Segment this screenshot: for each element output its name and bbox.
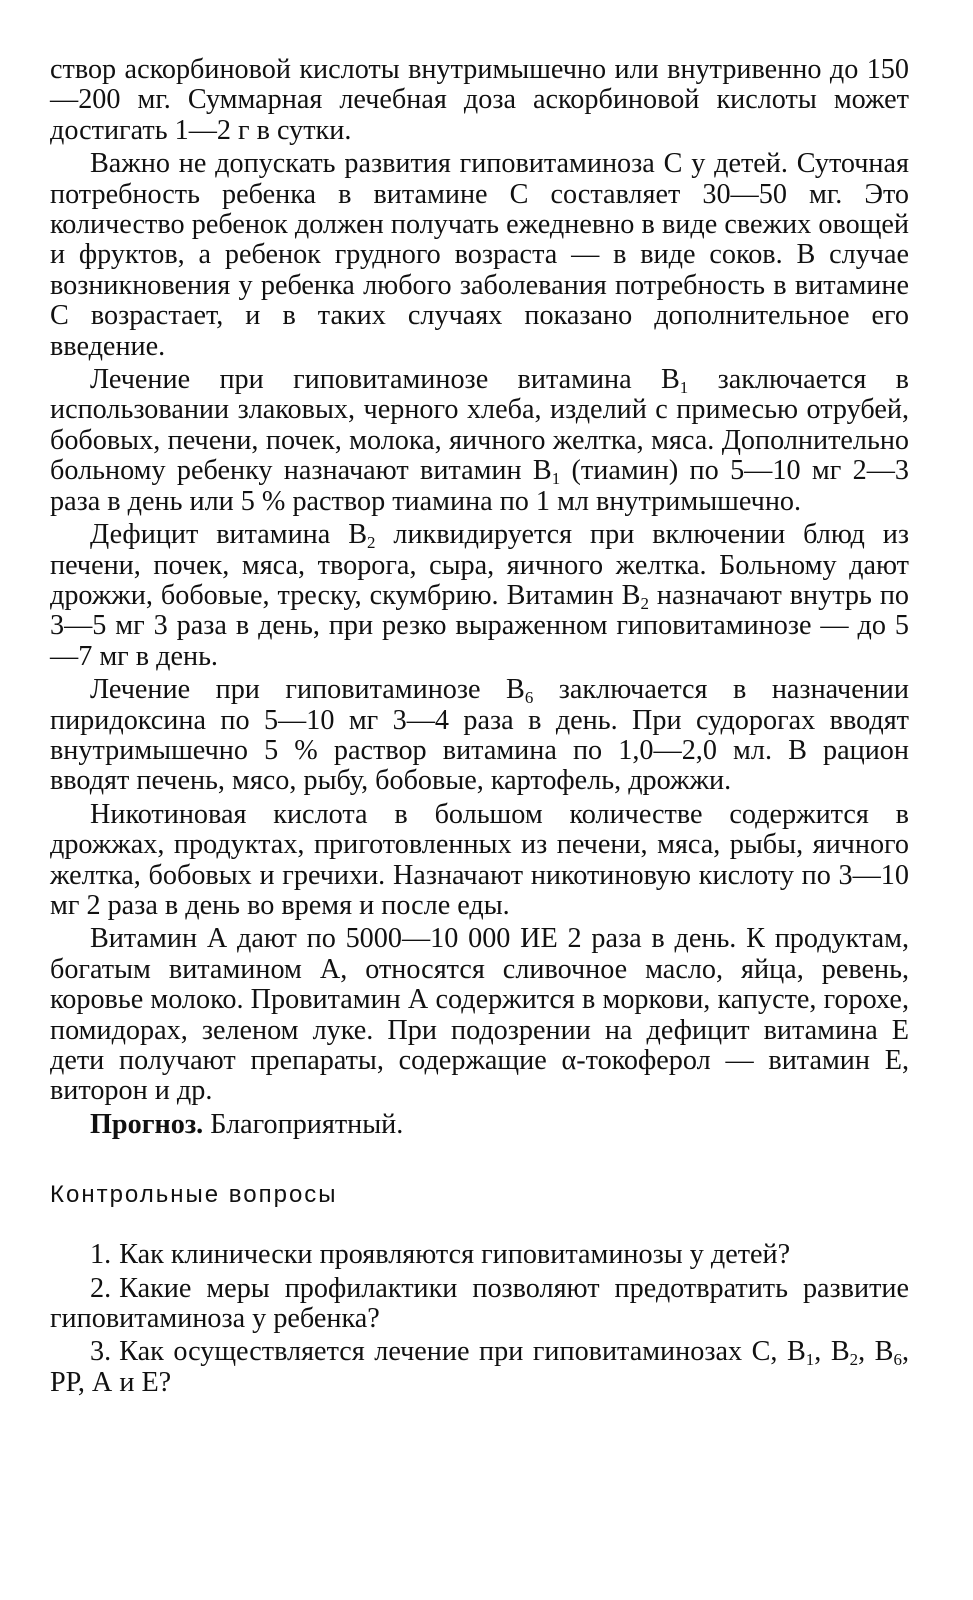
text-run: (тиамин) по 5—10 мг 2—3 раза в день или 5 % раствор тиамина по 1 мл внутримышечно. [50, 455, 909, 517]
prognosis-label: Прогноз. [90, 1108, 204, 1140]
subscript: 1 [805, 1350, 815, 1370]
text-run: заключается в назначении пиридоксина по 5—10 мг 3—4 раза в день. При судорогах вводят внутримышечно 5 % раствор витамина по 1,0—2,0 мл. В рацион вводят печень, мясо, рыбу, бобовые, картофель, дрожжи. [50, 674, 909, 797]
text-run: Дефицит витамина В [90, 519, 367, 551]
question-item [50, 1337, 909, 1398]
text-run: заключается в использовании злаковых, черного хлеба, изделий с примесью отрубей, бобовых, печени, почек, молока, яичного желтка, мяса. Дополнительно больному ребенку назначают витамин В [50, 364, 909, 487]
subscript: 6 [524, 688, 534, 708]
subscript: 2 [640, 593, 649, 613]
question-item [50, 1274, 909, 1335]
subscript: 1 [679, 378, 689, 398]
text-run: Лечение при гиповитаминозе витамина В [90, 364, 680, 396]
question-text: Как осуществляется лечение при гиповитаминозах С, В [119, 1336, 806, 1368]
question-number: 3. [90, 1336, 112, 1368]
subscript: 6 [893, 1350, 902, 1370]
paragraph-vitamin-b6 [50, 675, 909, 797]
paragraph-ascorbic-dose: створ аскорбиновой кислоты внутримышечно или внутривенно до 150—200 мг. Суммарная лечебная доза аскорбиновой кислоты может достигать 1—2 г в сутки. [50, 54, 909, 146]
prognosis-text: Благоприятный. [203, 1108, 404, 1140]
paragraph-vitamin-a: Витамин А дают по 5000—10 000 ИЕ 2 раза в день. К продуктам, богатым витамином А, относятся сливочное масло, яйца, ревень, коровье молоко. Провитамин А содержится в моркови, капусте, горохе, помидорах, зеленом луке. При подозрении на дефицит витамина Е дети получают препараты, содержащие α-токоферол — витамин Е, виторон и др. [50, 923, 909, 1107]
question-text: , В [858, 1336, 894, 1368]
questions-list [50, 1240, 909, 1398]
question-number: 1. [90, 1239, 112, 1271]
question-item [50, 1240, 909, 1270]
question-text: Как клинически проявляются гиповитаминозы у детей? [119, 1239, 791, 1271]
text-run: назначают внутрь по 3—5 мг 3 раза в день, при резко выраженном гиповитаминозе — до 5—7 мг в день. [50, 579, 909, 672]
section-title-control-questions: Контрольные вопросы [50, 1181, 338, 1209]
text-run: Лечение при гиповитаминозе В [90, 674, 525, 706]
paragraph-vitamin-b2 [50, 520, 909, 672]
subscript: 1 [551, 469, 561, 489]
question-text: Какие меры профилактики позволяют предотвратить развитие гиповитаминоза у ребенка? [50, 1272, 909, 1335]
question-number: 2. [90, 1272, 112, 1304]
question-text: , В [814, 1336, 850, 1368]
paragraph-vitamin-c: Важно не допускать развития гиповитаминоза С у детей. Суточная потребность ребенка в витамине С составляет 30—50 мг. Это количество ребенок должен получать ежедневно в виде свежих овощей и фруктов, а ребенок грудного возраста — в виде соков. В случае возникновения у ребенка любого заболевания потребность в витамине С возрастает, и в таких случаях показано дополнительное его введение. [50, 148, 909, 362]
paragraph-prognosis [50, 1110, 909, 1140]
subscript: 2 [367, 533, 376, 553]
question-text: , РР, А и Е? [50, 1336, 909, 1398]
paragraph-nicotinic-acid: Никотиновая кислота в большом количестве содержится в дрожжах, продуктах, приготовленных из печени, мяса, рыбы, яичного желтка, бобовых и гречихи. Назначают никотиновую кислоту по 3—10 мг 2 раза в день во время и после еды. [50, 798, 909, 921]
subscript: 2 [849, 1350, 859, 1370]
text-run: ликвидируется при включении блюд из печени, почек, мяса, творога, сыра, яичного желтка. Больному дают дрожжи, бобовые, треску, скумбрию. Витамин В [50, 519, 909, 611]
paragraph-vitamin-b1 [50, 365, 909, 517]
